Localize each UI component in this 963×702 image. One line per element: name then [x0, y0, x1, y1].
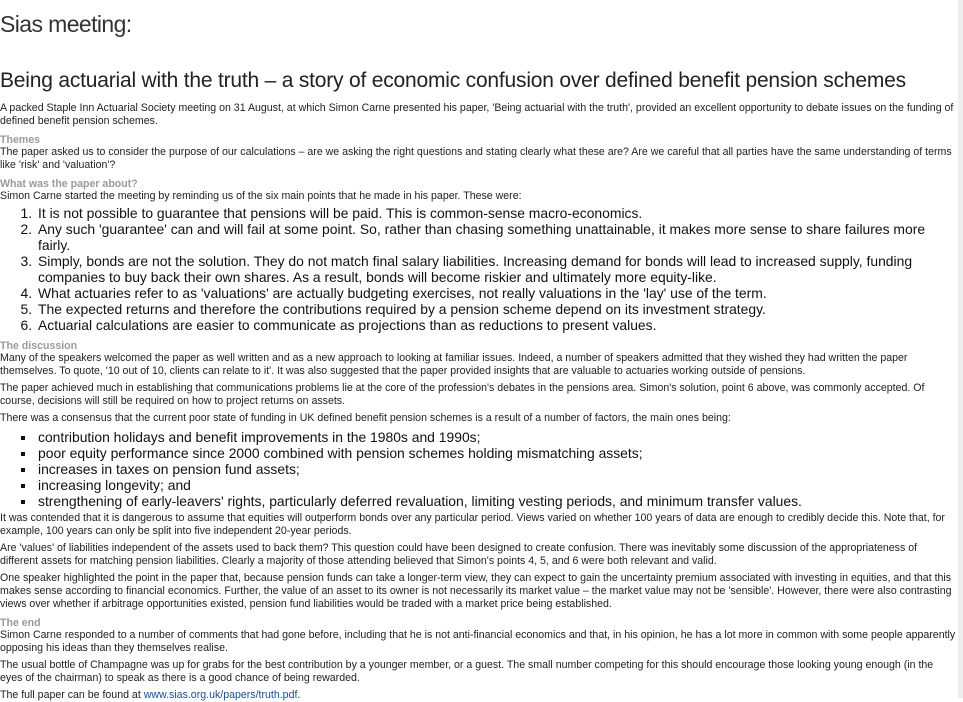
main-points-list: [0, 205, 958, 333]
factors-list: [0, 429, 958, 509]
full-paper-paragraph: [0, 689, 958, 702]
list-item: ▪ strengthening of early-leavers' rights, particularly deferred revaluation, limiting vesting periods, and minimum transfer values.: [36, 493, 958, 509]
end-paragraph-2: The usual bottle of Champagne was up for grabs for the best contribution by a younger member, or a guest. The small number competing for this should encourage those looking young enough (in the eyes of the chairman) to speak as there is a good chance of being rewarded.: [0, 659, 934, 684]
full-paper-prefix: The full paper can be found at: [0, 689, 144, 702]
full-paper-suffix: .: [297, 689, 301, 702]
end-heading: The end: [0, 617, 41, 630]
discussion-heading: The discussion: [0, 339, 78, 352]
scrollbar-track[interactable]: [958, 0, 963, 698]
discussion-paragraph-6: One speaker highlighted the point in the paper that, because pension funds can take a longer-term view, they can expect to gain the uncertainty premium associated with investing in equities, and that this makes sense according to financial economics. Further, the value of an asset to its owner is not necessarily its market value – the market value may not be 'sensible'. However, there were also contrasting views over whether if arbitrage opportunities existed, pension fund liabilities would be traded with a market price being established.: [0, 572, 952, 610]
list-item: ▪ increases in taxes on pension fund assets;: [36, 461, 958, 477]
list-item: ▪ poor equity performance since 2000 combined with pension schemes holding mismatching assets;: [36, 445, 958, 461]
list-item: 1. It is not possible to guarantee that pensions will be paid. This is common-sense macro-economics.: [36, 205, 958, 221]
site-title: Sias meeting:: [0, 11, 132, 37]
list-item: ▪ contribution holidays and benefit improvements in the 1980s and 1990s;: [36, 429, 958, 445]
list-item: ▪ increasing longevity; and: [36, 477, 958, 493]
paper-about-heading: What was the paper about?: [0, 178, 138, 191]
discussion-paragraph-3: There was a consensus that the current poor state of funding in UK defined benefit pension schemes is a result of a number of factors, the main ones being:: [0, 412, 731, 425]
list-item: 3. Simply, bonds are not the solution. They do not match final salary liabilities. Increasing demand for bonds will lead to increased supply, funding companies to buy back their own shares. As a result, bonds will become riskier and ultimately more equity-like.: [36, 253, 958, 285]
discussion-paragraph-1: Many of the speakers welcomed the paper as well written and as a new approach to looking at familiar issues. Indeed, a number of speakers admitted that they wished they had written the paper themselves. To quote, '10 out of 10, clients can relate to it'. It was also suggested that the paper provided insights that are valuable to actuaries working outside of pensions.: [0, 351, 908, 377]
article-title: Being actuarial with the truth – a story of economic confusion over defined benefit pension schemes: [0, 69, 906, 92]
discussion-paragraph-2: The paper achieved much in establishing that communications problems lie at the core of the profession's debates in the pensions area. Simon's solution, point 6 above, was commonly accepted. Of course, decisions will still be required on how to project returns on assets.: [0, 382, 925, 407]
list-item: 6. Actuarial calculations are easier to communicate as projections than as reductions to present values.: [36, 317, 958, 333]
intro-paragraph: A packed Staple Inn Actuarial Society meeting on 31 August, at which Simon Carne presented his paper, 'Being actuarial with the truth', provided an excellent opportunity to debate issues on the funding of defined benefit pension schemes.: [0, 102, 954, 127]
end-paragraph-1: Simon Carne responded to a number of comments that had gone before, including that he is not anti-financial economics and that, in his opinion, he has a lot more in common with some people apparently opposing his ideas than they themselves realise.: [0, 629, 956, 654]
list-item: 4. What actuaries refer to as 'valuations' are actually budgeting exercises, not really valuations in the 'lay' use of the term.: [36, 285, 958, 301]
themes-heading: Themes: [0, 134, 41, 147]
list-item: 5. The expected returns and therefore the contributions required by a pension scheme depend on its investment strategy.: [36, 301, 958, 317]
full-paper-link[interactable]: www.sias.org.uk/papers/truth.pdf: [143, 689, 298, 702]
discussion-paragraph-5: Are 'values' of liabilities independent of the assets used to back them? This question could have been designed to create confusion. There was inevitably some discussion of the appropriateness of different assets for matching pension liabilities. Clearly a majority of those attending believed that Simon's points 4, 5, and 6 were both relevant and valid.: [0, 542, 918, 567]
list-item: 2. Any such 'guarantee' can and will fail at some point. So, rather than chasing something unattainable, it makes more sense to share failures more fairly.: [36, 221, 958, 253]
paper-about-paragraph: Simon Carne started the meeting by reminding us of the six main points that he made in his paper. These were:: [0, 190, 522, 203]
discussion-paragraph-4: It was contended that it is dangerous to assume that equities will outperform bonds over any particular period. Views varied on whether 100 years of data are enough to credibly decide this. Note that, for example, 100 years can only be split into five independent 20-year periods.: [0, 511, 945, 537]
themes-paragraph: The paper asked us to consider the purpose of our calculations – are we asking the right questions and stating clearly what these are? Are we careful that all parties have the same understanding of terms like 'risk' and 'valuation'?: [0, 146, 952, 171]
